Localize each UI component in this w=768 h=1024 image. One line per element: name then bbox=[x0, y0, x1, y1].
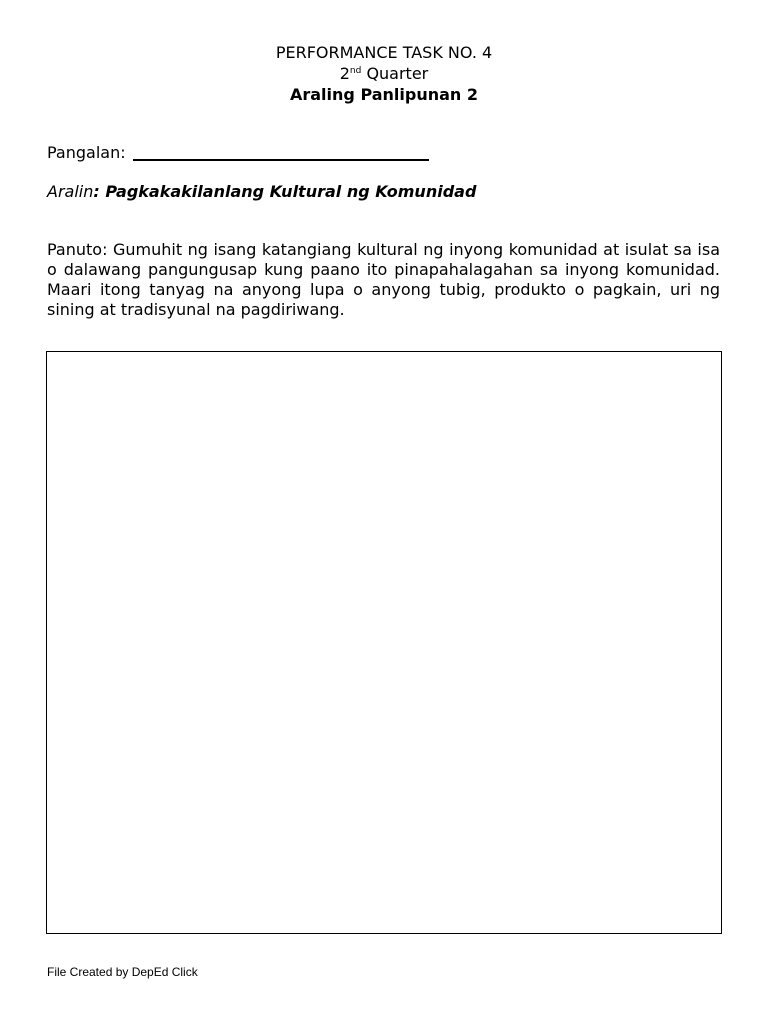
name-label: Pangalan: bbox=[47, 143, 126, 162]
quarter-label: Quarter bbox=[366, 64, 429, 83]
quarter-line bbox=[0, 63, 768, 84]
quarter-number: 2 bbox=[339, 64, 350, 83]
quarter-suffix: nd bbox=[349, 66, 362, 76]
name-blank-line[interactable] bbox=[133, 159, 429, 161]
drawing-box[interactable] bbox=[46, 351, 722, 934]
instructions-paragraph: Panuto: Gumuhit ng isang katangiang kultural ng inyong komunidad at isulat sa isa o dalawang pangungusap kung paano ito pinapahalagahan sa inyong komunidad. Maari itong tanyag na anyong lupa o anyong tubig, produkto o pagkain, uri ng sining at tradisyunal na pagdiriwang. bbox=[47, 240, 720, 319]
footer-credit: File Created by DepEd Click bbox=[47, 965, 198, 979]
name-field bbox=[47, 142, 429, 163]
lesson-label: Aralin bbox=[47, 182, 94, 201]
lesson-topic: : Pagkakakilanlang Kultural ng Komunidad bbox=[93, 182, 477, 201]
subject-title: Araling Panlipunan 2 bbox=[289, 85, 479, 104]
document-header bbox=[0, 42, 768, 105]
lesson-line bbox=[47, 181, 476, 202]
task-title: PERFORMANCE TASK NO. 4 bbox=[275, 43, 493, 62]
